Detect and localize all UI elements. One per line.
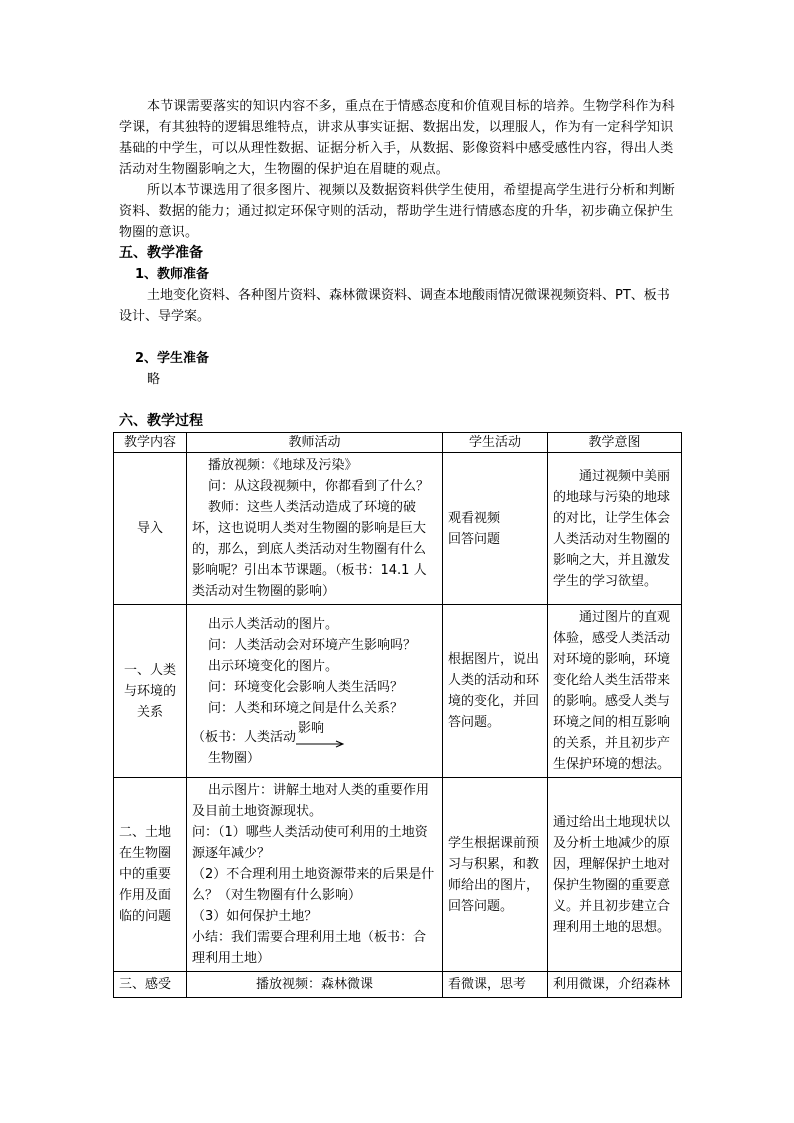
board-suffix: 生物圈） <box>208 750 261 766</box>
row4-content: 三、感受 <box>114 972 187 998</box>
row1-intent: 通过视频中美丽的地球与污染的地球的对比，让学生体会人类活动对生物圈的影响之大，并且激发学生的学习欲望。 <box>548 453 682 605</box>
row4-intent: 利用微课，介绍森林 <box>548 972 682 998</box>
row3-student: 学生根据课前预习与积累，和教师给出的图片，回答问题。 <box>443 778 548 972</box>
row3-teacher <box>187 778 443 972</box>
header-teacher: 教师活动 <box>187 433 443 453</box>
influence-arrow <box>296 720 346 748</box>
board-prefix: （板书：人类活动 <box>192 729 297 745</box>
student-prep-text: 略 <box>147 372 161 387</box>
row1-teacher-line: 问：从这段视频中，你都看到了什么？ <box>208 479 430 494</box>
table-row <box>114 453 682 605</box>
row3-teacher-line: 小结：我们需要合理利用土地（板书：合理利用土地） <box>192 930 427 966</box>
table-header-row <box>114 433 682 453</box>
row4-student: 看微课，思考 <box>443 972 548 998</box>
row2-teacher-line: 出示环境变化的图片。 <box>208 658 339 674</box>
row2-student: 根据图片，说出人类的活动和环境的变化，并回答问题。 <box>443 605 548 778</box>
row3-content: 二、土地在生物圈中的重要作用及面临的问题 <box>114 778 187 972</box>
row1-student <box>443 453 548 605</box>
row4-teacher: 播放视频：森林微课 <box>187 972 443 998</box>
row2-content: 一、人类与环境的关系 <box>114 605 187 778</box>
row1-student-line: 回答问题 <box>448 531 501 547</box>
table-row <box>114 972 682 998</box>
teacher-prep-text: 土地变化资料、各种图片资料、森林微课资料、调查本地酸雨情况微课视频资料、PT、板书设计、导学案。 <box>119 288 670 324</box>
row1-content: 导入 <box>114 453 187 605</box>
row3-intent: 通过给出土地现状以及分析土地减少的原因，理解保护土地对保护生物圈的重要意义。并且初步建立合理利用土地的思想。 <box>548 778 682 972</box>
row2-intent: 通过图片的直观体验，感受人类活动对环境的影响，环境变化给人类生活带来的影响。感受人类与环境之间的相互影响的关系，并且初步产生保护环境的想法。 <box>548 605 682 778</box>
row3-teacher-line: （3）如何保护土地？ <box>192 909 318 924</box>
arrow-label: 影响 <box>298 720 325 736</box>
document-page <box>119 96 681 998</box>
header-student: 学生活动 <box>443 433 548 453</box>
row3-teacher-line: 出示图片：讲解土地对人类的重要作用及目前土地资源现状。 <box>192 783 430 819</box>
header-intent: 教学意图 <box>548 433 682 453</box>
teaching-process-table <box>113 432 682 998</box>
row1-teacher-line: 播放视频：《地球及污染》 <box>208 458 358 473</box>
row1-student-line: 观看视频 <box>448 510 501 526</box>
student-prep-title: 2、学生准备 <box>135 351 210 366</box>
header-content: 教学内容 <box>114 433 187 453</box>
row2-teacher-line: 问：环境变化会影响人类生活吗？ <box>208 679 404 695</box>
row1-teacher-line: 教师：这些人类活动造成了环境的破坏，这也说明人类对生物圈的影响是巨大的，那么，到底人类活动对生物圈有什么影响呢？引出本节课题。（板书：14.1 人类活动对生物圈的影响） <box>192 500 427 599</box>
row3-teacher-line: （2）不合理利用土地资源带来的后果是什么？（对生物圈有什么影响） <box>192 867 435 903</box>
row2-teacher-line: 问：人类和环境之间是什么关系？ <box>208 700 404 716</box>
section6-title: 六、教学过程 <box>119 413 203 429</box>
teacher-prep-title: 1、教师准备 <box>135 267 210 282</box>
row2-teacher-line: 问：人类活动会对环境产生影响吗？ <box>208 637 417 653</box>
intro-paragraph-1: 本节课需要落实的知识内容不多，重点在于情感态度和价值观目标的培养。生物学科作为科学课，有其独特的逻辑思维特点，讲求从事实证据、数据出发，以理服人，作为有一定科学知识基础的中学生，可以从理性数据、证据分析入手，从数据、影像资料中感受感性内容，得出人类活动对生物圈影响之大，生物圈的保护迫在眉睫的观点。 <box>119 99 676 177</box>
row2-teacher-line: 出示人类活动的图片。 <box>208 616 339 632</box>
board-writing-line <box>192 720 437 748</box>
row3-teacher-line: 问：（1）哪些人类活动使可利用的土地资源逐年减少？ <box>192 825 428 861</box>
row2-teacher <box>187 605 443 778</box>
section5-title: 五、教学准备 <box>119 245 203 261</box>
table-row <box>114 778 682 972</box>
intro-paragraph-2: 所以本节课选用了很多图片、视频以及数据资料供学生使用，希望提高学生进行分析和判断资料、数据的能力；通过拟定环保守则的活动，帮助学生进行情感态度的升华，初步确立保护生物圈的意识。 <box>119 183 676 240</box>
table-row <box>114 605 682 778</box>
row1-teacher <box>187 453 443 605</box>
right-arrow-icon <box>296 740 346 748</box>
